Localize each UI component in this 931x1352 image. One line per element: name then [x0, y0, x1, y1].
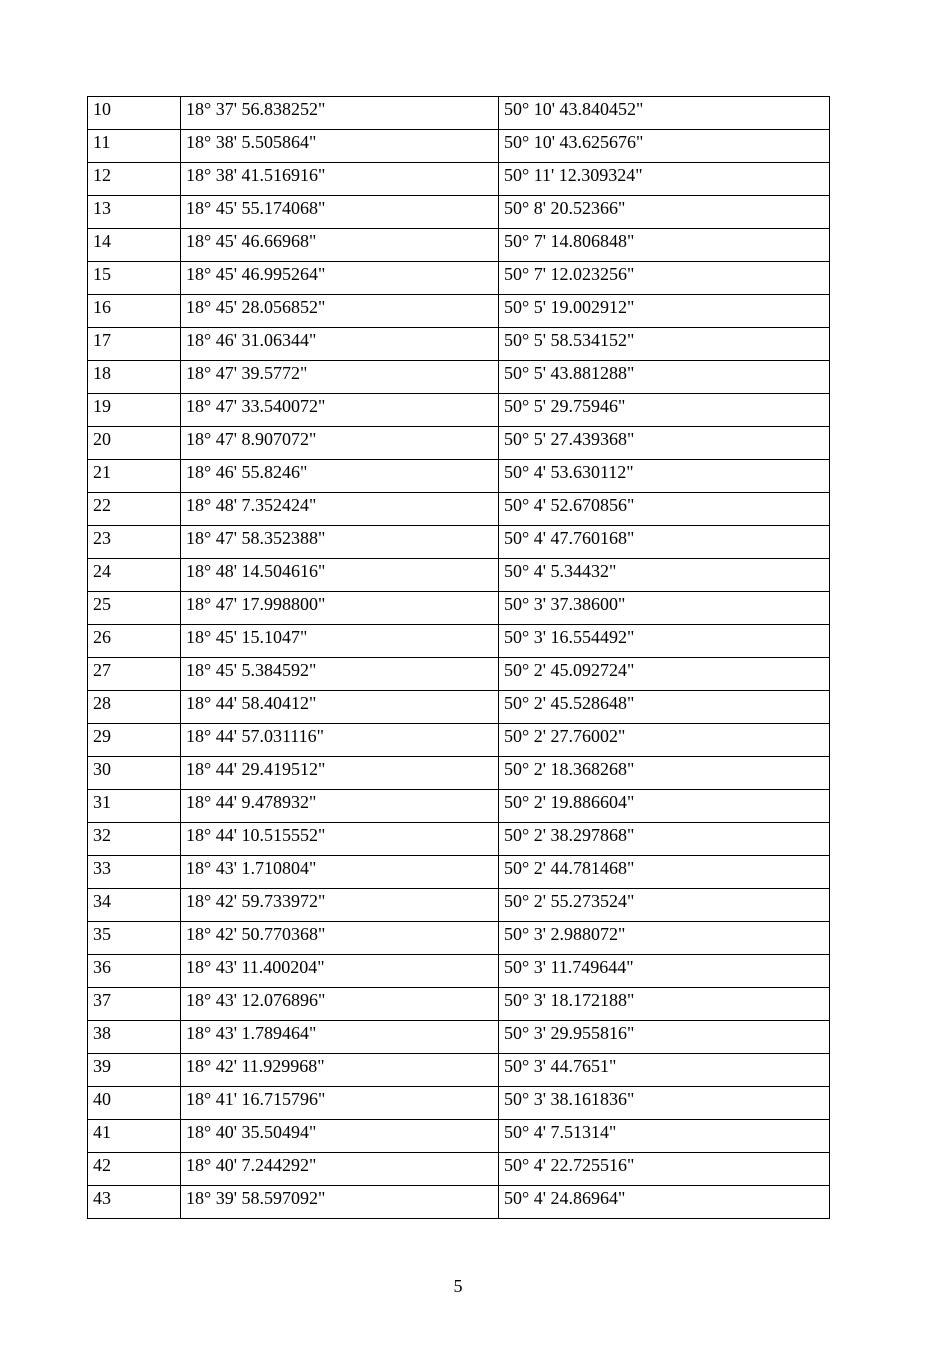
latitude-cell: 50° 3' 44.7651" — [499, 1054, 830, 1087]
longitude-cell: 18° 47' 17.998800" — [181, 592, 499, 625]
table-row — [88, 856, 830, 889]
latitude-cell: 50° 3' 11.749644" — [499, 955, 830, 988]
latitude-cell: 50° 7' 14.806848" — [499, 229, 830, 262]
longitude-cell: 18° 42' 50.770368" — [181, 922, 499, 955]
table-row — [88, 1186, 830, 1219]
point-number-cell: 15 — [88, 262, 181, 295]
longitude-cell: 18° 43' 1.789464" — [181, 1021, 499, 1054]
point-number-cell: 12 — [88, 163, 181, 196]
table-row — [88, 988, 830, 1021]
longitude-cell: 18° 40' 7.244292" — [181, 1153, 499, 1186]
point-number-cell: 38 — [88, 1021, 181, 1054]
latitude-cell: 50° 4' 7.51314" — [499, 1120, 830, 1153]
point-number-cell: 25 — [88, 592, 181, 625]
point-number-cell: 40 — [88, 1087, 181, 1120]
table-row — [88, 592, 830, 625]
latitude-cell: 50° 5' 43.881288" — [499, 361, 830, 394]
point-number-cell: 14 — [88, 229, 181, 262]
table-row — [88, 229, 830, 262]
longitude-cell: 18° 47' 58.352388" — [181, 526, 499, 559]
table-row — [88, 460, 830, 493]
latitude-cell: 50° 3' 37.38600" — [499, 592, 830, 625]
longitude-cell: 18° 43' 12.076896" — [181, 988, 499, 1021]
point-number-cell: 43 — [88, 1186, 181, 1219]
point-number-cell: 24 — [88, 559, 181, 592]
table-row — [88, 526, 830, 559]
longitude-cell: 18° 44' 29.419512" — [181, 757, 499, 790]
point-number-cell: 36 — [88, 955, 181, 988]
point-number-cell: 32 — [88, 823, 181, 856]
longitude-cell: 18° 38' 41.516916" — [181, 163, 499, 196]
latitude-cell: 50° 4' 22.725516" — [499, 1153, 830, 1186]
longitude-cell: 18° 43' 11.400204" — [181, 955, 499, 988]
latitude-cell: 50° 4' 52.670856" — [499, 493, 830, 526]
point-number-cell: 30 — [88, 757, 181, 790]
point-number-cell: 18 — [88, 361, 181, 394]
longitude-cell: 18° 42' 11.929968" — [181, 1054, 499, 1087]
latitude-cell: 50° 2' 44.781468" — [499, 856, 830, 889]
point-number-cell: 29 — [88, 724, 181, 757]
point-number-cell: 37 — [88, 988, 181, 1021]
table-row — [88, 922, 830, 955]
point-number-cell: 39 — [88, 1054, 181, 1087]
coordinates-table — [87, 96, 830, 1219]
table-row — [88, 1021, 830, 1054]
point-number-cell: 26 — [88, 625, 181, 658]
latitude-cell: 50° 5' 29.75946" — [499, 394, 830, 427]
latitude-cell: 50° 5' 27.439368" — [499, 427, 830, 460]
latitude-cell: 50° 5' 58.534152" — [499, 328, 830, 361]
latitude-cell: 50° 2' 38.297868" — [499, 823, 830, 856]
longitude-cell: 18° 44' 57.031116" — [181, 724, 499, 757]
table-row — [88, 691, 830, 724]
longitude-cell: 18° 40' 35.50494" — [181, 1120, 499, 1153]
longitude-cell: 18° 45' 5.384592" — [181, 658, 499, 691]
table-row — [88, 130, 830, 163]
latitude-cell: 50° 4' 47.760168" — [499, 526, 830, 559]
latitude-cell: 50° 3' 29.955816" — [499, 1021, 830, 1054]
point-number-cell: 19 — [88, 394, 181, 427]
table-row — [88, 757, 830, 790]
table-row — [88, 262, 830, 295]
latitude-cell: 50° 2' 45.092724" — [499, 658, 830, 691]
latitude-cell: 50° 3' 18.172188" — [499, 988, 830, 1021]
longitude-cell: 18° 47' 33.540072" — [181, 394, 499, 427]
longitude-cell: 18° 44' 10.515552" — [181, 823, 499, 856]
latitude-cell: 50° 3' 2.988072" — [499, 922, 830, 955]
latitude-cell: 50° 2' 27.76002" — [499, 724, 830, 757]
table-row — [88, 97, 830, 130]
table-row — [88, 427, 830, 460]
longitude-cell: 18° 45' 55.174068" — [181, 196, 499, 229]
coordinates-table-body — [88, 97, 830, 1219]
point-number-cell: 13 — [88, 196, 181, 229]
longitude-cell: 18° 47' 39.5772" — [181, 361, 499, 394]
table-row — [88, 1153, 830, 1186]
longitude-cell: 18° 41' 16.715796" — [181, 1087, 499, 1120]
longitude-cell: 18° 44' 58.40412" — [181, 691, 499, 724]
table-row — [88, 790, 830, 823]
point-number-cell: 11 — [88, 130, 181, 163]
table-row — [88, 295, 830, 328]
latitude-cell: 50° 10' 43.840452" — [499, 97, 830, 130]
latitude-cell: 50° 11' 12.309324" — [499, 163, 830, 196]
point-number-cell: 42 — [88, 1153, 181, 1186]
table-row — [88, 394, 830, 427]
point-number-cell: 23 — [88, 526, 181, 559]
table-row — [88, 1120, 830, 1153]
point-number-cell: 31 — [88, 790, 181, 823]
longitude-cell: 18° 45' 15.1047" — [181, 625, 499, 658]
latitude-cell: 50° 3' 16.554492" — [499, 625, 830, 658]
longitude-cell: 18° 37' 56.838252" — [181, 97, 499, 130]
latitude-cell: 50° 8' 20.52366" — [499, 196, 830, 229]
table-row — [88, 823, 830, 856]
page-number: 5 — [453, 1276, 463, 1296]
longitude-cell: 18° 43' 1.710804" — [181, 856, 499, 889]
table-row — [88, 658, 830, 691]
table-row — [88, 196, 830, 229]
table-row — [88, 328, 830, 361]
latitude-cell: 50° 2' 18.368268" — [499, 757, 830, 790]
point-number-cell: 27 — [88, 658, 181, 691]
latitude-cell: 50° 2' 19.886604" — [499, 790, 830, 823]
point-number-cell: 34 — [88, 889, 181, 922]
longitude-cell: 18° 48' 7.352424" — [181, 493, 499, 526]
latitude-cell: 50° 4' 53.630112" — [499, 460, 830, 493]
table-row — [88, 889, 830, 922]
point-number-cell: 21 — [88, 460, 181, 493]
longitude-cell: 18° 45' 46.66968" — [181, 229, 499, 262]
longitude-cell: 18° 44' 9.478932" — [181, 790, 499, 823]
longitude-cell: 18° 46' 31.06344" — [181, 328, 499, 361]
point-number-cell: 33 — [88, 856, 181, 889]
point-number-cell: 16 — [88, 295, 181, 328]
table-row — [88, 493, 830, 526]
latitude-cell: 50° 4' 24.86964" — [499, 1186, 830, 1219]
table-row — [88, 559, 830, 592]
table-row — [88, 625, 830, 658]
point-number-cell: 28 — [88, 691, 181, 724]
longitude-cell: 18° 45' 28.056852" — [181, 295, 499, 328]
latitude-cell: 50° 2' 45.528648" — [499, 691, 830, 724]
longitude-cell: 18° 45' 46.995264" — [181, 262, 499, 295]
latitude-cell: 50° 3' 38.161836" — [499, 1087, 830, 1120]
longitude-cell: 18° 38' 5.505864" — [181, 130, 499, 163]
point-number-cell: 20 — [88, 427, 181, 460]
table-row — [88, 1054, 830, 1087]
table-row — [88, 163, 830, 196]
point-number-cell: 17 — [88, 328, 181, 361]
table-row — [88, 955, 830, 988]
longitude-cell: 18° 47' 8.907072" — [181, 427, 499, 460]
longitude-cell: 18° 48' 14.504616" — [181, 559, 499, 592]
point-number-cell: 35 — [88, 922, 181, 955]
point-number-cell: 10 — [88, 97, 181, 130]
table-row — [88, 361, 830, 394]
table-row — [88, 1087, 830, 1120]
longitude-cell: 18° 46' 55.8246" — [181, 460, 499, 493]
latitude-cell: 50° 2' 55.273524" — [499, 889, 830, 922]
point-number-cell: 41 — [88, 1120, 181, 1153]
longitude-cell: 18° 39' 58.597092" — [181, 1186, 499, 1219]
latitude-cell: 50° 4' 5.34432" — [499, 559, 830, 592]
latitude-cell: 50° 10' 43.625676" — [499, 130, 830, 163]
table-row — [88, 724, 830, 757]
latitude-cell: 50° 7' 12.023256" — [499, 262, 830, 295]
latitude-cell: 50° 5' 19.002912" — [499, 295, 830, 328]
longitude-cell: 18° 42' 59.733972" — [181, 889, 499, 922]
point-number-cell: 22 — [88, 493, 181, 526]
